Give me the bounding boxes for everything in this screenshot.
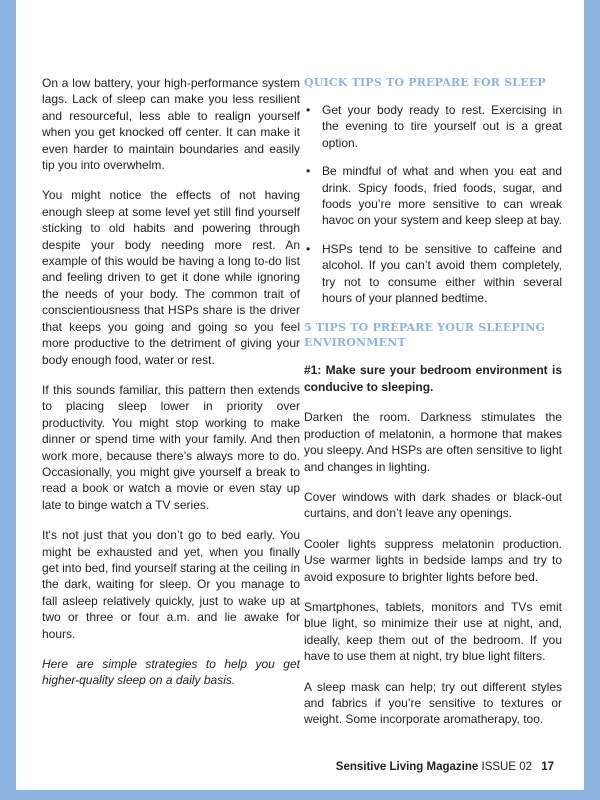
body-paragraph: It's not just that you don’t go to bed early. You might be exhausted and yet, when you finally get into bed, find yourself staring at the ceiling in the dark, waiting for sleep. Or you manage to fall asleep relatively quickly, just to wake up at two or three or four a.m. and lie awake for hours. (42, 528, 300, 641)
list-item (304, 163, 562, 229)
quick-tips-heading: QUICK TIPS TO PREPARE FOR SLEEP (304, 76, 546, 89)
closing-italic-paragraph: Here are simple strategies to help you get higher-quality sleep on a daily basis. (42, 657, 300, 688)
tip-text: HSPs tend to be sensitive to caffeine and alcohol. If you can’t avoid them completely, try not to consume either within several hours of your planned bedtime. (322, 241, 562, 306)
quick-tips-list (304, 102, 562, 306)
list-item (304, 102, 562, 151)
bullet-icon: • (306, 164, 311, 179)
tip1-heading: #1: Make sure your bedroom environment is conducive to sleeping. (304, 363, 562, 394)
page-number: 17 (541, 761, 554, 773)
body-paragraph: Cooler lights suppress melatonin production. Use warmer lights in bedside lamps and try to avoid exposure to brighter lights before bed. (304, 536, 562, 584)
body-paragraph: Smartphones, tablets, monitors and TVs emit blue light, so minimize their use at night, and, ideally, keep them out of the bedroom. If you have to use them at night, try blue light filters. (304, 599, 562, 664)
body-paragraph: A sleep mask can help; try out different styles and fabrics if you’re sensitive to textures or weight. Some incorporate aromatherapy, too. (304, 679, 562, 727)
tip-text: Be mindful of what and when you eat and drink. Spicy foods, fried foods, sugar, and foods you’re more sensitive to can wreak havoc on your system and keep sleep at bay. (322, 164, 562, 228)
body-paragraph: Darken the room. Darkness stimulates the production of melatonin, a hormone that makes you sleepy. And HSPs are often sensitive to light and changes in lighting. (304, 410, 562, 474)
body-paragraph: Cover windows with dark shades or black-out curtains, and don’t leave any openings. (304, 489, 562, 521)
environment-tips-heading: 5 TIPS TO PREPARE YOUR SLEEPING ENVIRONMENT (304, 321, 546, 350)
list-item (304, 241, 562, 307)
magazine-page (16, 0, 584, 790)
body-paragraph: You might notice the effects of not having enough sleep at some level yet still find yourself sticking to old habits and powering through despite your body needing more rest. An example of this would be having a long to-do list and feeling driven to get it done while ignoring the needs of your body. The common trait of conscientiousness that HSPs share is the driver that keeps you going and going so you feel more productive to the detriment of giving your body enough food, water or rest. (42, 188, 300, 367)
bullet-icon: • (306, 241, 311, 256)
page-footer (336, 761, 554, 773)
tip-text: Get your body ready to rest. Exercising in the evening to tire yourself out is a great option. (322, 103, 562, 150)
body-paragraph: On a low battery, your high-performance system lags. Lack of sleep can make you less resilient and resourceful, less able to realign yourself when you get knocked off center. It can make it even harder to maintain boundaries and easily tip you into overwhelm. (42, 76, 300, 173)
bullet-icon: • (306, 103, 311, 117)
body-paragraph: If this sounds familiar, this pattern then extends to placing sleep lower in priority over productivity. You might stop working to make dinner or spend time with your family. And then work more, because there’s always more to do. Occasionally, you might give yourself a break to read a book or watch a movie or even stay up late to binge watch a TV series. (42, 382, 300, 512)
magazine-name: Sensitive Living Magazine (335, 761, 479, 773)
right-column (304, 75, 562, 742)
issue-label: ISSUE 02 (481, 761, 532, 773)
left-column (42, 75, 300, 703)
